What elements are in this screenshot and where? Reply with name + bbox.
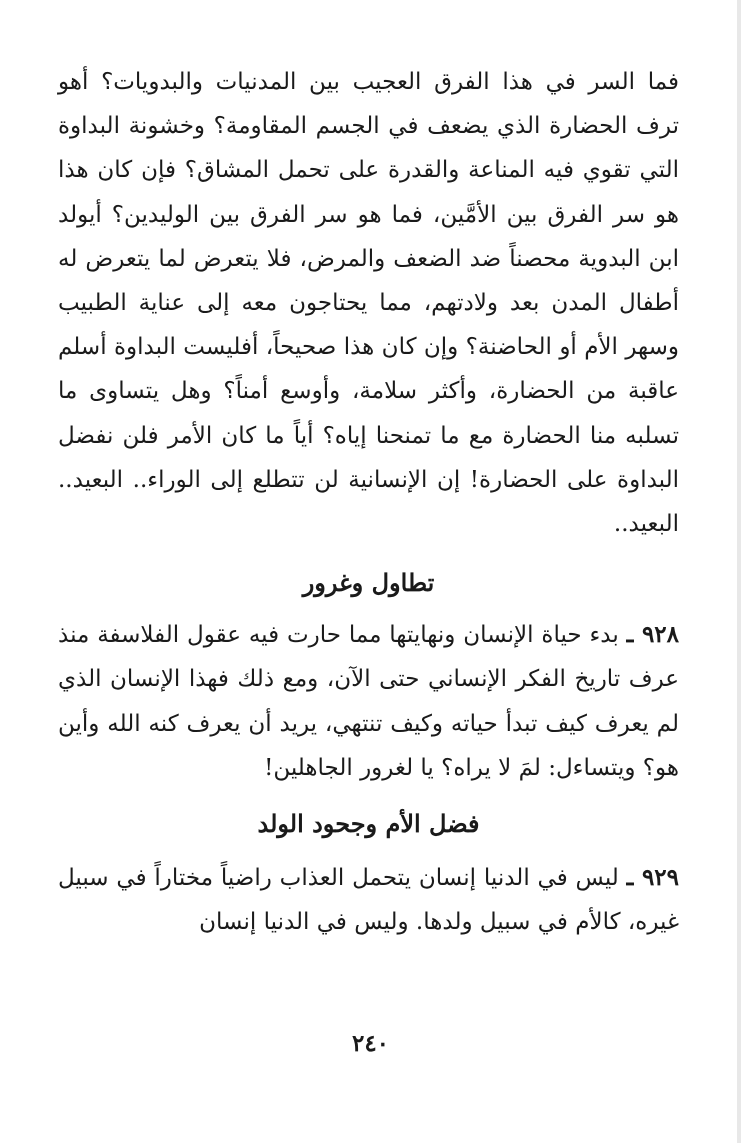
item-number-928: ٩٢٨ ـ bbox=[626, 621, 679, 649]
paragraph-929 bbox=[58, 856, 679, 944]
item-number-929: ٩٢٩ ـ bbox=[626, 864, 680, 892]
section-heading-1: تطاول وغرور bbox=[302, 568, 435, 598]
paragraph-928 bbox=[58, 613, 679, 790]
paragraph-1: فما السر في هذا الفرق العجيب بين المدنيات والبدويات؟ أهو ترف الحضارة الذي يضعف في الجسم المقاومة؟ وخشونة البداوة التي تقوي فيه المناعة والقدرة على تحمل المشاق؟ فإن كان هذا هو سر الفرق بين الأمَّين، فما هو سر الفرق بين الوليدين؟ أيولد ابن البدوية محصناً ضد الضعف والمرض، فلا يتعرض لما يتعرض له أطفال المدن بعد ولادتهم، مما يحتاجون معه إلى عناية الطبيب وسهر الأم أو الحاضنة؟ وإن كان هذا صحيحاً، أفليست البداوة أسلم عاقبة من الحضارة، وأكثر سلامة، وأوسع أمناً؟ وهل يتساوى ما تسلبه منا الحضارة مع ما تمنحنا إياه؟ أياً ما كان الأمر فلن نفضل البداوة على الحضارة! إن الإنسانية لن تتطلع إلى الوراء.. البعيد.. البعيد.. bbox=[58, 69, 679, 538]
section-heading-2: فضل الأم وجحود الولد bbox=[257, 809, 480, 839]
scan-edge bbox=[737, 0, 741, 1143]
paragraph-928-text: بدء حياة الإنسان ونهايتها مما حارت فيه عقول الفلاسفة منذ عرف تاريخ الفكر الإنساني حتى الآن، ومع ذلك فهذا الإنسان الذي لم يعرف كيف تبدأ حياته وكيف تنتهي، يريد أن يعرف كنه الله وأين هو؟ ويتساءل: لمَ لا يراه؟ يا لغرور الجاهلين! bbox=[58, 622, 679, 781]
paragraph-929-text: ليس في الدنيا إنسان يتحمل العذاب راضياً مختاراً في سبيل غيره، كالأم في سبيل ولدها. وليس في الدنيا إنسان bbox=[58, 865, 679, 936]
page-number: ٢٤٠ bbox=[351, 1030, 390, 1057]
